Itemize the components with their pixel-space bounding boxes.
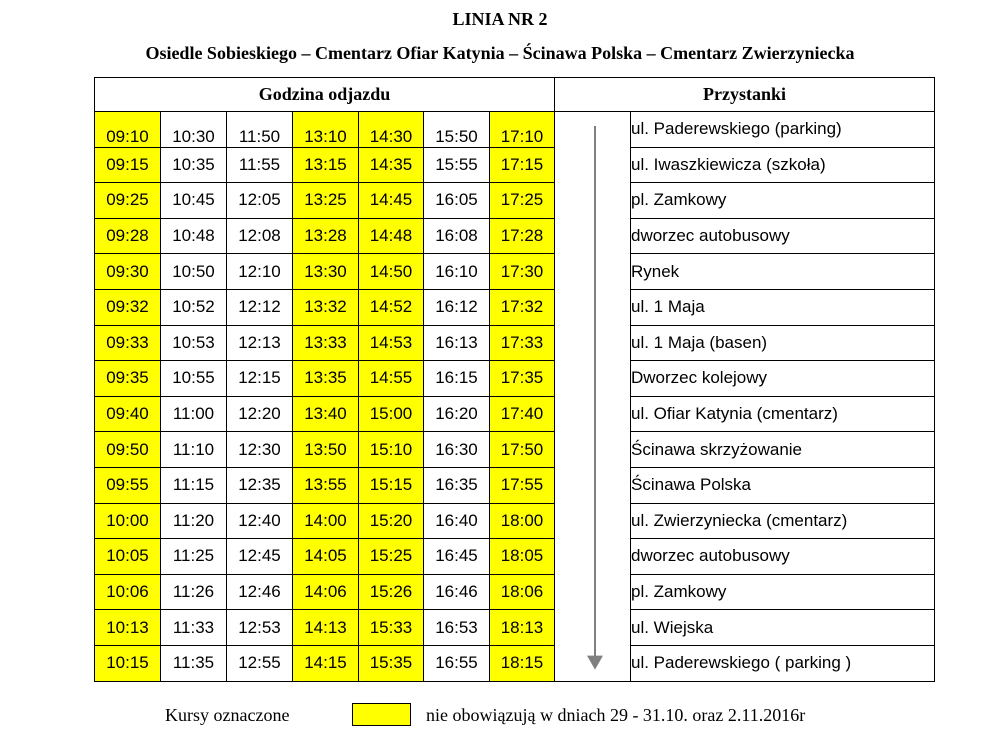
departure-time-cell: 09:33	[95, 325, 161, 361]
arrow-down-icon	[555, 112, 629, 682]
timetable-row	[95, 218, 935, 254]
departure-time-cell: 16:46	[424, 574, 490, 610]
departure-time-cell: 14:00	[293, 503, 359, 539]
departure-time-cell: 10:50	[161, 254, 227, 290]
departure-time-cell: 13:10	[293, 112, 359, 148]
legend-label: Kursy oznaczone	[165, 705, 290, 725]
departure-time-cell: 16:40	[424, 503, 490, 539]
departure-time-cell: 12:10	[227, 254, 293, 290]
departure-time-cell: 13:40	[293, 396, 359, 432]
stop-name-cell: Dworzec kolejowy	[631, 361, 935, 397]
header-row	[95, 78, 935, 112]
departure-time-cell: 16:15	[424, 361, 490, 397]
departure-time-cell: 14:55	[359, 361, 424, 397]
timetable-row	[95, 112, 935, 148]
departure-time-cell: 15:00	[359, 396, 424, 432]
route-subtitle: Osiedle Sobieskiego – Cmentarz Ofiar Katynia – Ścinawa Polska – Cmentarz Zwierzyniecka	[145, 43, 855, 63]
departure-time-cell: 10:30	[161, 112, 227, 148]
departure-time-cell: 09:35	[95, 361, 161, 397]
stop-name-cell: ul. 1 Maja	[631, 289, 935, 325]
departure-time-cell: 14:45	[359, 183, 424, 219]
departure-time-cell: 11:33	[161, 610, 227, 646]
stop-name-cell: dworzec autobusowy	[631, 539, 935, 575]
timetable-row	[95, 432, 935, 468]
departure-time-cell: 09:55	[95, 467, 161, 503]
timetable-row	[95, 325, 935, 361]
departure-time-cell: 12:08	[227, 218, 293, 254]
departure-time-cell: 14:13	[293, 610, 359, 646]
departure-time-cell: 15:35	[359, 645, 424, 681]
legend-highlight-swatch	[352, 703, 411, 726]
departure-time-cell: 14:05	[293, 539, 359, 575]
departure-time-cell: 15:10	[359, 432, 424, 468]
departure-time-cell: 13:25	[293, 183, 359, 219]
departure-time-cell: 10:00	[95, 503, 161, 539]
departures-header: Godzina odjazdu	[95, 78, 555, 112]
departure-time-cell: 17:10	[490, 112, 555, 148]
departure-time-cell: 15:26	[359, 574, 424, 610]
departure-time-cell: 11:26	[161, 574, 227, 610]
departure-time-cell: 10:55	[161, 361, 227, 397]
departure-time-cell: 13:33	[293, 325, 359, 361]
departure-time-cell: 09:40	[95, 396, 161, 432]
departure-time-cell: 18:05	[490, 539, 555, 575]
departure-time-cell: 15:50	[424, 112, 490, 148]
departure-time-cell: 17:25	[490, 183, 555, 219]
departure-time-cell: 11:20	[161, 503, 227, 539]
departure-time-cell: 09:10	[95, 112, 161, 148]
departure-time-cell: 12:55	[227, 645, 293, 681]
departure-time-cell: 17:30	[490, 254, 555, 290]
timetable-row	[95, 610, 935, 646]
departure-time-cell: 16:05	[424, 183, 490, 219]
departure-time-cell: 17:28	[490, 218, 555, 254]
stop-name-cell: ul. Wiejska	[631, 610, 935, 646]
departure-time-cell: 11:00	[161, 396, 227, 432]
departure-time-cell: 15:55	[424, 147, 490, 183]
departure-time-cell: 18:15	[490, 645, 555, 681]
departure-time-cell: 13:28	[293, 218, 359, 254]
departure-time-cell: 12:15	[227, 361, 293, 397]
legend-note: nie obowiązują w dniach 29 - 31.10. oraz 2.11.2016r	[426, 705, 806, 725]
timetable	[94, 77, 935, 682]
departure-time-cell: 10:45	[161, 183, 227, 219]
departure-time-cell: 11:50	[227, 112, 293, 148]
stop-name-cell: ul. Zwierzyniecka (cmentarz)	[631, 503, 935, 539]
departure-time-cell: 14:06	[293, 574, 359, 610]
stop-name-cell: pl. Zamkowy	[631, 183, 935, 219]
departure-time-cell: 10:52	[161, 289, 227, 325]
departure-time-cell: 12:35	[227, 467, 293, 503]
timetable-row	[95, 147, 935, 183]
departure-time-cell: 17:35	[490, 361, 555, 397]
departure-time-cell: 13:35	[293, 361, 359, 397]
departure-time-cell: 17:15	[490, 147, 555, 183]
departure-time-cell: 14:15	[293, 645, 359, 681]
departure-time-cell: 16:08	[424, 218, 490, 254]
timetable-row	[95, 396, 935, 432]
departure-time-cell: 17:32	[490, 289, 555, 325]
departure-time-cell: 12:30	[227, 432, 293, 468]
timetable-row	[95, 254, 935, 290]
timetable-row	[95, 574, 935, 610]
departure-time-cell: 10:05	[95, 539, 161, 575]
departure-time-cell: 12:12	[227, 289, 293, 325]
departure-time-cell: 11:55	[227, 147, 293, 183]
stop-name-cell: Ścinawa skrzyżowanie	[631, 432, 935, 468]
departure-time-cell: 11:35	[161, 645, 227, 681]
departure-time-cell: 18:06	[490, 574, 555, 610]
departure-time-cell: 09:28	[95, 218, 161, 254]
timetable-row	[95, 183, 935, 219]
departure-time-cell: 12:13	[227, 325, 293, 361]
departure-time-cell: 14:35	[359, 147, 424, 183]
departure-time-cell: 10:48	[161, 218, 227, 254]
departure-time-cell: 15:20	[359, 503, 424, 539]
departure-time-cell: 13:30	[293, 254, 359, 290]
departure-time-cell: 16:12	[424, 289, 490, 325]
departure-time-cell: 18:00	[490, 503, 555, 539]
stop-name-cell: Ścinawa Polska	[631, 467, 935, 503]
timetable-body	[95, 112, 935, 682]
departure-time-cell: 12:46	[227, 574, 293, 610]
departure-time-cell: 12:53	[227, 610, 293, 646]
stops-header: Przystanki	[555, 78, 935, 112]
stop-name-cell: pl. Zamkowy	[631, 574, 935, 610]
timetable-row	[95, 503, 935, 539]
departure-time-cell: 13:15	[293, 147, 359, 183]
departure-time-cell: 11:10	[161, 432, 227, 468]
timetable-row	[95, 289, 935, 325]
departure-time-cell: 14:52	[359, 289, 424, 325]
stop-name-cell: Rynek	[631, 254, 935, 290]
departure-time-cell: 13:55	[293, 467, 359, 503]
departure-time-cell: 10:13	[95, 610, 161, 646]
departure-time-cell: 09:15	[95, 147, 161, 183]
departure-time-cell: 12:40	[227, 503, 293, 539]
departure-time-cell: 16:30	[424, 432, 490, 468]
departure-time-cell: 12:45	[227, 539, 293, 575]
stop-name-cell: dworzec autobusowy	[631, 218, 935, 254]
departure-time-cell: 16:45	[424, 539, 490, 575]
departure-time-cell: 16:53	[424, 610, 490, 646]
departure-time-cell: 18:13	[490, 610, 555, 646]
departure-time-cell: 10:06	[95, 574, 161, 610]
departure-time-cell: 17:50	[490, 432, 555, 468]
departure-time-cell: 10:15	[95, 645, 161, 681]
departure-time-cell: 09:30	[95, 254, 161, 290]
stop-name-cell: ul. Paderewskiego (parking)	[631, 112, 935, 148]
departure-time-cell: 12:05	[227, 183, 293, 219]
departure-time-cell: 09:25	[95, 183, 161, 219]
departure-time-cell: 17:40	[490, 396, 555, 432]
departure-time-cell: 16:10	[424, 254, 490, 290]
timetable-row	[95, 467, 935, 503]
departure-time-cell: 16:13	[424, 325, 490, 361]
direction-arrow-cell	[555, 112, 631, 682]
timetable-row	[95, 361, 935, 397]
departure-time-cell: 14:30	[359, 112, 424, 148]
departure-time-cell: 15:15	[359, 467, 424, 503]
departure-time-cell: 15:25	[359, 539, 424, 575]
departure-time-cell: 10:53	[161, 325, 227, 361]
departure-time-cell: 15:33	[359, 610, 424, 646]
departure-time-cell: 14:48	[359, 218, 424, 254]
departure-time-cell: 16:55	[424, 645, 490, 681]
legend	[0, 703, 1000, 727]
timetable-row	[95, 539, 935, 575]
page-title: LINIA NR 2	[452, 9, 548, 29]
departure-time-cell: 11:25	[161, 539, 227, 575]
departure-time-cell: 12:20	[227, 396, 293, 432]
departure-time-cell: 16:20	[424, 396, 490, 432]
departure-time-cell: 10:35	[161, 147, 227, 183]
departure-time-cell: 13:32	[293, 289, 359, 325]
stop-name-cell: ul. 1 Maja (basen)	[631, 325, 935, 361]
departure-time-cell: 17:33	[490, 325, 555, 361]
stop-name-cell: ul. Paderewskiego ( parking )	[631, 645, 935, 681]
departure-time-cell: 09:50	[95, 432, 161, 468]
departure-time-cell: 11:15	[161, 467, 227, 503]
departure-time-cell: 16:35	[424, 467, 490, 503]
stop-name-cell: ul. Ofiar Katynia (cmentarz)	[631, 396, 935, 432]
timetable-row	[95, 645, 935, 681]
departure-time-cell: 17:55	[490, 467, 555, 503]
departure-time-cell: 09:32	[95, 289, 161, 325]
departure-time-cell: 14:50	[359, 254, 424, 290]
departure-time-cell: 13:50	[293, 432, 359, 468]
departure-time-cell: 14:53	[359, 325, 424, 361]
stop-name-cell: ul. Iwaszkiewicza (szkoła)	[631, 147, 935, 183]
arrow-head	[587, 656, 603, 670]
